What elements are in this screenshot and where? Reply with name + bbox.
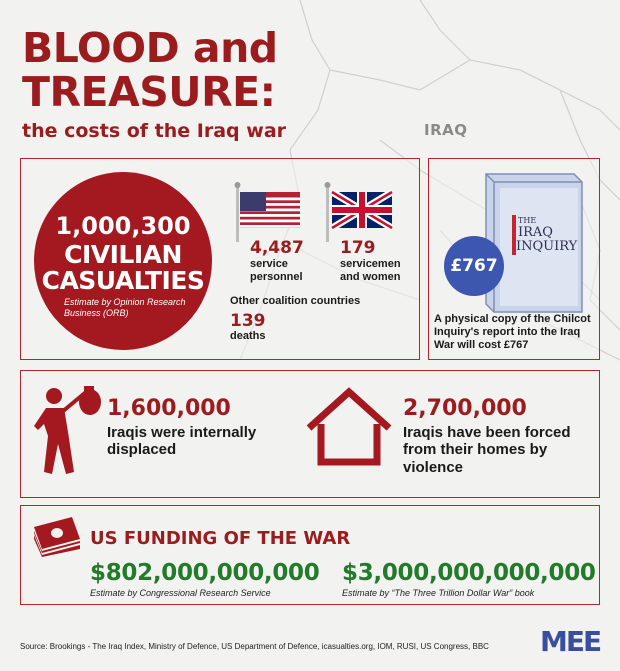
other-label: deaths	[230, 330, 266, 342]
page-title	[22, 24, 278, 72]
forced-displaced-number: 2,700,000	[403, 396, 527, 421]
source-footer: Source: Brookings - The Iraq Index, Ministry of Defence, US Department of Defence, icasualties.org, IOM, RUSI, US Congress, BBC	[20, 642, 489, 651]
inquiry-description: A physical copy of the Chilcot Inquiry's report into the Iraq War will cost £767	[434, 313, 591, 352]
civilian-number: 1,000,300	[55, 212, 191, 240]
title-blood: BLOOD and	[22, 24, 278, 72]
book-title-2: IRAQ	[518, 225, 553, 240]
us-flag-icon	[234, 182, 304, 244]
mee-logo: MEE	[540, 625, 601, 658]
civilian-estimate: Estimate by Opinion Research Business (ORB)	[64, 297, 186, 318]
funding-estimate-crs: Estimate by Congressional Research Service	[90, 588, 271, 598]
other-coalition-heading: Other coalition countries	[230, 295, 361, 307]
uk-label: servicemen and women	[340, 258, 401, 283]
forced-displaced-label: Iraqis have been forced from their homes by violence	[403, 424, 571, 476]
book-title-bar	[512, 215, 516, 255]
internal-displaced-number: 1,600,000	[107, 396, 231, 421]
funding-heading: US FUNDING OF THE WAR	[90, 528, 351, 549]
uk-flag-icon	[324, 182, 396, 244]
inquiry-price-badge: £767	[444, 236, 504, 296]
funding-amount-crs: $802,000,000,000	[90, 560, 320, 586]
us-label: service personnel	[250, 258, 303, 283]
house-icon	[303, 386, 395, 468]
internal-displaced-label: Iraqis were internally displaced	[107, 424, 257, 459]
civilian-casualties-circle	[34, 172, 212, 350]
civilian-label-2: CASUALTIES	[41, 266, 205, 295]
book-title-1: THE	[518, 216, 537, 225]
civilian-label-1: CIVILIAN	[64, 240, 182, 269]
book-title-3: INQUIRY	[516, 239, 578, 254]
funding-estimate-book: Estimate by “The Three Trillion Dollar War” book	[342, 588, 535, 598]
page-subtitle: the costs of the Iraq war	[22, 120, 287, 142]
money-stack-icon	[32, 513, 82, 557]
displaced-person-icon	[34, 384, 104, 476]
map-label-iraq: IRAQ	[424, 121, 468, 139]
uk-number: 179	[340, 238, 376, 258]
us-number: 4,487	[250, 238, 304, 258]
title-treasure: TREASURE:	[22, 68, 276, 116]
funding-amount-book: $3,000,000,000,000	[342, 560, 596, 586]
other-number: 139	[230, 311, 266, 331]
